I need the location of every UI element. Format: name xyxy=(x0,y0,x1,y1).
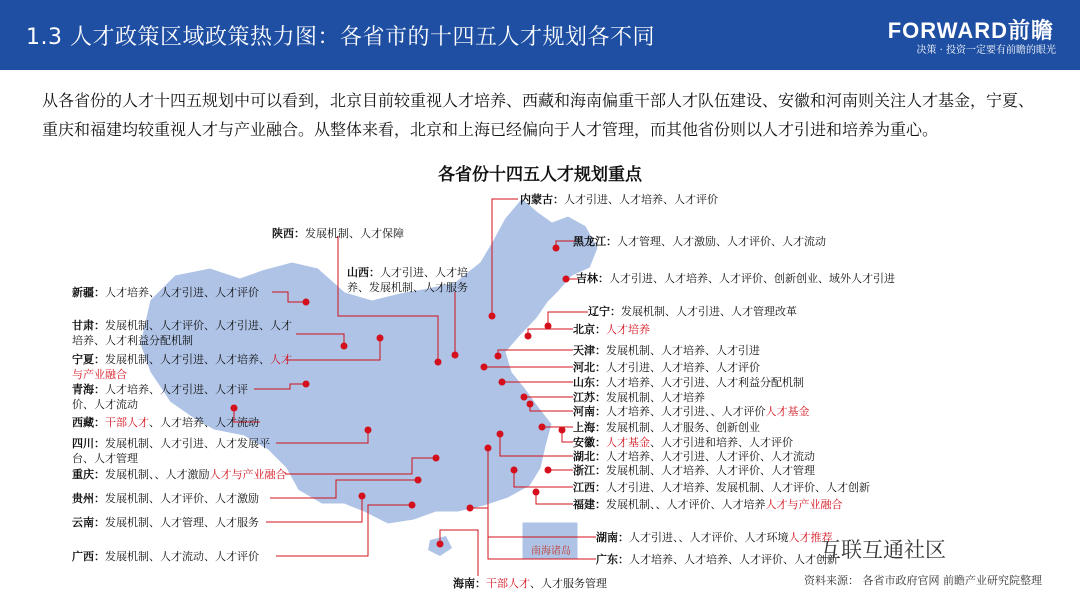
province-name: 黑龙江： xyxy=(573,235,617,248)
province-name: 甘肃： xyxy=(72,319,105,332)
province-name: 西藏： xyxy=(72,416,105,429)
province-focus-highlight: 人才与产业融合 xyxy=(209,468,287,481)
location-dot-jiangsu xyxy=(521,394,528,401)
province-label-shaanxi xyxy=(272,226,404,241)
province-label-fujian xyxy=(573,497,843,512)
location-dot-hunan xyxy=(485,445,492,452)
province-focus: 发展机制、人才评价、人才激励 xyxy=(105,492,259,505)
province-name: 广西： xyxy=(72,550,105,563)
province-focus: 发展机制、人才引进、人才管理改革 xyxy=(621,305,797,318)
province-focus: 发展机制、人才保障 xyxy=(305,227,404,240)
location-dot-xinjiang xyxy=(303,299,310,306)
province-label-sichuan xyxy=(72,436,272,466)
province-label-anhui xyxy=(573,435,793,450)
province-name: 新疆： xyxy=(72,286,105,299)
province-name: 北京： xyxy=(573,323,606,336)
location-dot-neimenggu xyxy=(489,313,496,320)
province-name: 福建： xyxy=(573,498,606,511)
location-dot-guangxi xyxy=(409,502,416,509)
province-name: 内蒙古： xyxy=(520,193,564,206)
province-name: 河南： xyxy=(573,405,606,418)
province-name: 山西： xyxy=(347,266,380,279)
province-name: 广东： xyxy=(596,553,629,566)
south-china-sea-islands-label: 南海诸岛 xyxy=(531,546,571,557)
province-focus: 发展机制、人才培养、人才引进 xyxy=(606,344,760,357)
province-label-jiangsu xyxy=(573,390,705,405)
province-name: 青海： xyxy=(72,383,105,396)
location-dot-zhejiang xyxy=(545,467,552,474)
chart-title: 各省份十四五人才规划重点 xyxy=(438,165,642,185)
province-focus: 人才引进、人才培养、人才评价、创新创业、域外人才引进 xyxy=(609,272,895,285)
province-focus-highlight: 人才与产业融合 xyxy=(765,498,843,511)
province-name: 重庆： xyxy=(72,468,105,481)
province-name: 云南： xyxy=(72,516,105,529)
province-label-gansu xyxy=(72,318,292,348)
province-label-guangxi xyxy=(72,549,259,564)
province-name: 河北： xyxy=(573,361,606,374)
province-label-xinjiang xyxy=(72,285,259,300)
province-name: 山东： xyxy=(573,376,606,389)
leader-line-fujian xyxy=(536,492,573,504)
province-label-jiangxi xyxy=(573,480,870,495)
province-focus: 人才培养、人才引进、人才评价、人才流动 xyxy=(72,383,248,411)
province-focus: 发展机制、人才引进、人才培养、 xyxy=(105,353,270,366)
community-watermark: 互联互通社区 xyxy=(820,538,946,562)
intro-paragraph: 从各省份的人才十四五规划中可以看到，北京目前较重视人才培养、西藏和海南偏重干部人才队伍建设、安徽和河南则关注人才基金，宁夏、重庆和福建均较重视人才与产业融合。从整体来看，北京和上海已经偏向于人才管理，而其他省份则以人才引进和培养为重心。 xyxy=(42,91,1035,139)
location-dot-shaanxi xyxy=(435,359,442,366)
province-label-shanghai xyxy=(573,420,760,435)
province-focus: 人才引进、人才培养、发展机制、人才服务 xyxy=(347,266,468,294)
province-label-beijing xyxy=(573,322,650,337)
location-dot-sichuan xyxy=(365,427,372,434)
province-label-shanxi xyxy=(347,265,487,295)
location-dot-hebei xyxy=(481,364,488,371)
province-focus: 发展机制、、人才激励 xyxy=(105,468,210,481)
province-focus: 人才引进、人才培养、发展机制、人才评价、人才创新 xyxy=(606,481,870,494)
province-label-qinghai xyxy=(72,382,262,412)
province-focus: 发展机制、人才服务、创新创业 xyxy=(606,421,760,434)
location-dot-hubei xyxy=(497,431,504,438)
province-focus: 发展机制、人才管理、人才服务 xyxy=(105,516,259,529)
province-label-guangdong xyxy=(596,552,838,567)
province-label-jilin xyxy=(576,271,895,286)
province-name: 浙江： xyxy=(573,464,606,477)
province-name: 贵州： xyxy=(72,492,105,505)
province-name: 陕西： xyxy=(272,227,305,240)
province-label-henan xyxy=(573,404,810,419)
location-dot-shandong xyxy=(499,379,506,386)
location-dot-heilongjiang xyxy=(553,245,560,252)
province-label-zhejiang xyxy=(573,463,815,478)
province-label-heilongjiang xyxy=(573,234,826,249)
province-name: 安徽： xyxy=(573,436,606,449)
province-label-guizhou xyxy=(72,491,259,506)
location-dot-yunnan xyxy=(359,493,366,500)
province-label-xizang xyxy=(72,415,259,430)
province-focus: 发展机制、人才引进、人才发展平台、人才管理 xyxy=(72,437,270,465)
location-dot-gansu xyxy=(341,343,348,350)
province-focus-highlight: 人才推荐 xyxy=(788,531,833,544)
province-focus: 人才培养、人才培养、人才评价、人才创新 xyxy=(629,553,838,566)
province-name: 辽宁： xyxy=(588,305,621,318)
province-label-hunan xyxy=(596,530,833,545)
province-focus: 、人才培养、人才流动 xyxy=(149,416,259,429)
province-label-chongqing xyxy=(72,467,287,482)
province-focus: 人才培养、人才引进、人才评价、人才流动 xyxy=(606,450,815,463)
province-label-liaoning xyxy=(588,304,797,319)
location-dot-henan xyxy=(527,401,534,408)
province-label-shandong xyxy=(573,375,804,390)
province-focus-highlight: 人才基金 xyxy=(606,436,650,449)
province-focus: 、人才服务管理 xyxy=(530,577,607,590)
province-focus: 发展机制、人才培养 xyxy=(606,391,705,404)
province-label-hubei xyxy=(573,449,815,464)
province-focus: 人才引进、人才培养、人才评价 xyxy=(564,193,718,206)
leader-line-beijing xyxy=(528,329,573,336)
province-name: 海南： xyxy=(453,577,486,590)
location-dot-chongqing xyxy=(433,455,440,462)
province-label-yunnan xyxy=(72,515,259,530)
location-dot-hainan xyxy=(437,541,444,548)
province-label-ningxia xyxy=(72,352,292,382)
location-dot-jiangxi xyxy=(511,467,518,474)
province-focus: 、人才引进和培养、人才评价 xyxy=(650,436,793,449)
province-name: 吉林： xyxy=(576,272,609,285)
province-focus-highlight: 人才基金 xyxy=(765,405,810,418)
brand-logo: FORWARD前瞻 xyxy=(887,18,1054,43)
province-focus-highlight: 人才与产业融合 xyxy=(72,353,292,381)
province-label-hebei xyxy=(573,360,760,375)
province-focus: 人才管理、人才激励、人才评价、人才流动 xyxy=(617,235,826,248)
location-dot-qinghai xyxy=(303,381,310,388)
province-name: 上海： xyxy=(573,421,606,434)
location-dot-liaoning xyxy=(545,323,552,330)
location-dot-shanghai xyxy=(539,424,546,431)
province-focus: 人才引进、、人才评价、人才环境 xyxy=(629,531,789,544)
province-name: 江苏： xyxy=(573,391,606,404)
province-focus: 人才引进、人才培养、人才评价 xyxy=(606,361,760,374)
location-dot-tianjin xyxy=(495,353,502,360)
location-dot-guangdong xyxy=(467,505,474,512)
province-focus-highlight: 人才培养 xyxy=(606,323,650,336)
source-note: 资料来源： 各省市政府官网 前瞻产业研究院整理 xyxy=(804,574,1042,587)
location-dot-anhui xyxy=(559,427,566,434)
page-title: 1.3 人才政策区域政策热力图：各省市的十四五人才规划各不同 xyxy=(26,25,655,50)
leader-line-tianjin xyxy=(498,350,573,356)
location-dot-shanxi xyxy=(452,352,459,359)
province-label-neimenggu xyxy=(520,192,718,207)
province-focus: 发展机制、人才培养、人才评价、人才管理 xyxy=(606,464,815,477)
brand-slogan: 决策 · 投资一定要有前瞻的眼光 xyxy=(916,45,1056,56)
province-label-hainan xyxy=(453,576,607,591)
province-focus: 发展机制、人才评价、人才引进、人才培养、人才利益分配机制 xyxy=(72,319,292,347)
province-name: 江西： xyxy=(573,481,606,494)
province-name: 四川： xyxy=(72,437,105,450)
province-focus-highlight: 干部人才 xyxy=(105,416,149,429)
province-focus: 人才培养、人才引进、人才利益分配机制 xyxy=(606,376,804,389)
province-focus: 人才培养、人才引进、、人才评价 xyxy=(606,405,766,418)
province-name: 湖北： xyxy=(573,450,606,463)
province-name: 宁夏： xyxy=(72,353,105,366)
province-focus: 发展机制、人才流动、人才评价 xyxy=(105,550,259,563)
location-dot-beijing xyxy=(525,333,532,340)
location-dot-guizhou xyxy=(415,477,422,484)
province-name: 湖南： xyxy=(596,531,629,544)
province-focus: 人才培养、人才引进、人才评价 xyxy=(105,286,259,299)
location-dot-fujian xyxy=(533,489,540,496)
province-name: 天津： xyxy=(573,344,606,357)
location-dot-jilin xyxy=(563,276,570,283)
province-focus-highlight: 干部人才 xyxy=(486,577,530,590)
province-focus: 发展机制、、人才评价、人才培养 xyxy=(606,498,766,511)
location-dot-ningxia xyxy=(377,335,384,342)
province-label-tianjin xyxy=(573,343,760,358)
